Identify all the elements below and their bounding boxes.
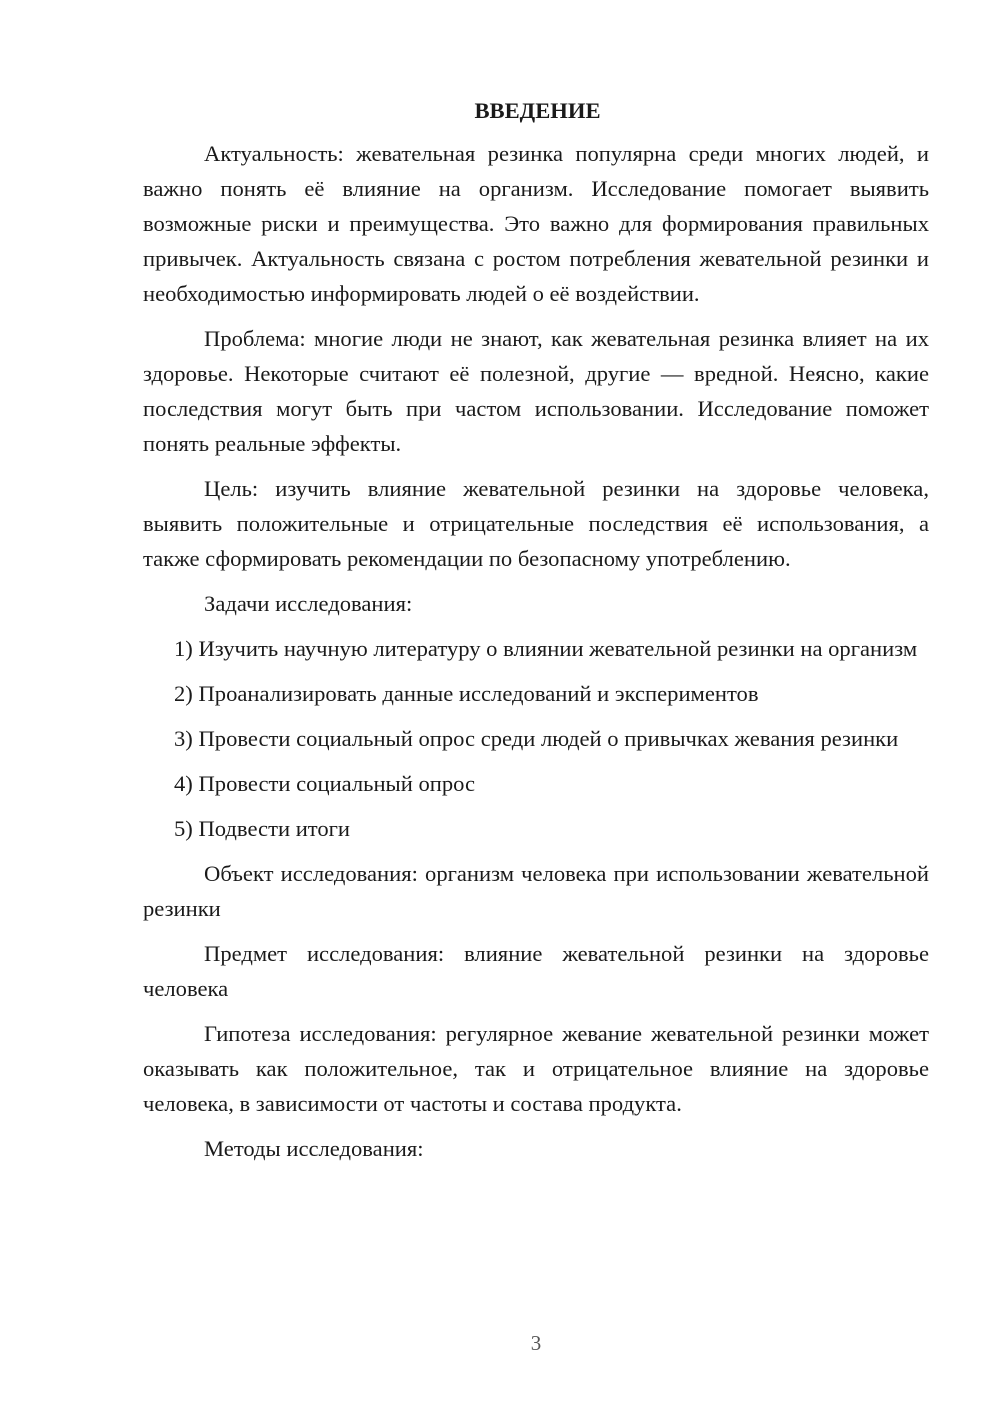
methods-heading: Методы исследования:: [204, 1136, 424, 1161]
task-item: 2) Проанализировать данные исследований и экспериментов: [174, 681, 759, 706]
task-item: 4) Провести социальный опрос: [174, 771, 476, 796]
relevance-paragraph: Актуальность: жевательная резинка популярна среди многих людей, и важно понять её влияние на организм. Исследование помогает выявить возможные риски и преимущества. Это важно для формирования правильных привычек. Актуальность связана с ростом потребления жевательной резинки и необходимостью информировать людей о её воздействии.: [143, 141, 929, 306]
problem-paragraph: Проблема: многие люди не знают, как жевательная резинка влияет на их здоровье. Некоторые считают её полезной, другие — вредной. Неясно, какие последствия могут быть при частом использовании. Исследование поможет понять реальные эффекты.: [143, 326, 929, 456]
page-content: [143, 93, 929, 1176]
page-number: 3: [530, 1331, 542, 1355]
task-item: 1) Изучить научную литературу о влиянии жевательной резинки на организм: [174, 636, 918, 661]
object-paragraph: Объект исследования: организм человека при использовании жевательной резинки: [143, 861, 929, 921]
tasks-heading: Задачи исследования:: [204, 591, 413, 616]
goal-paragraph: Цель: изучить влияние жевательной резинки на здоровье человека, выявить положительные и отрицательные последствия её использования, а также сформировать рекомендации по безопасному употреблению.: [143, 476, 929, 571]
hypothesis-paragraph: Гипотеза исследования: регулярное жевание жевательной резинки может оказывать как положительное, так и отрицательное влияние на здоровье человека, в зависимости от частоты и состава продукта.: [143, 1021, 929, 1116]
page-title: ВВЕДЕНИЕ: [474, 98, 601, 123]
task-item: 3) Провести социальный опрос среди людей о привычках жевания резинки: [174, 726, 899, 751]
subject-paragraph: Предмет исследования: влияние жевательной резинки на здоровье человека: [143, 941, 929, 1001]
task-item: 5) Подвести итоги: [174, 816, 351, 841]
